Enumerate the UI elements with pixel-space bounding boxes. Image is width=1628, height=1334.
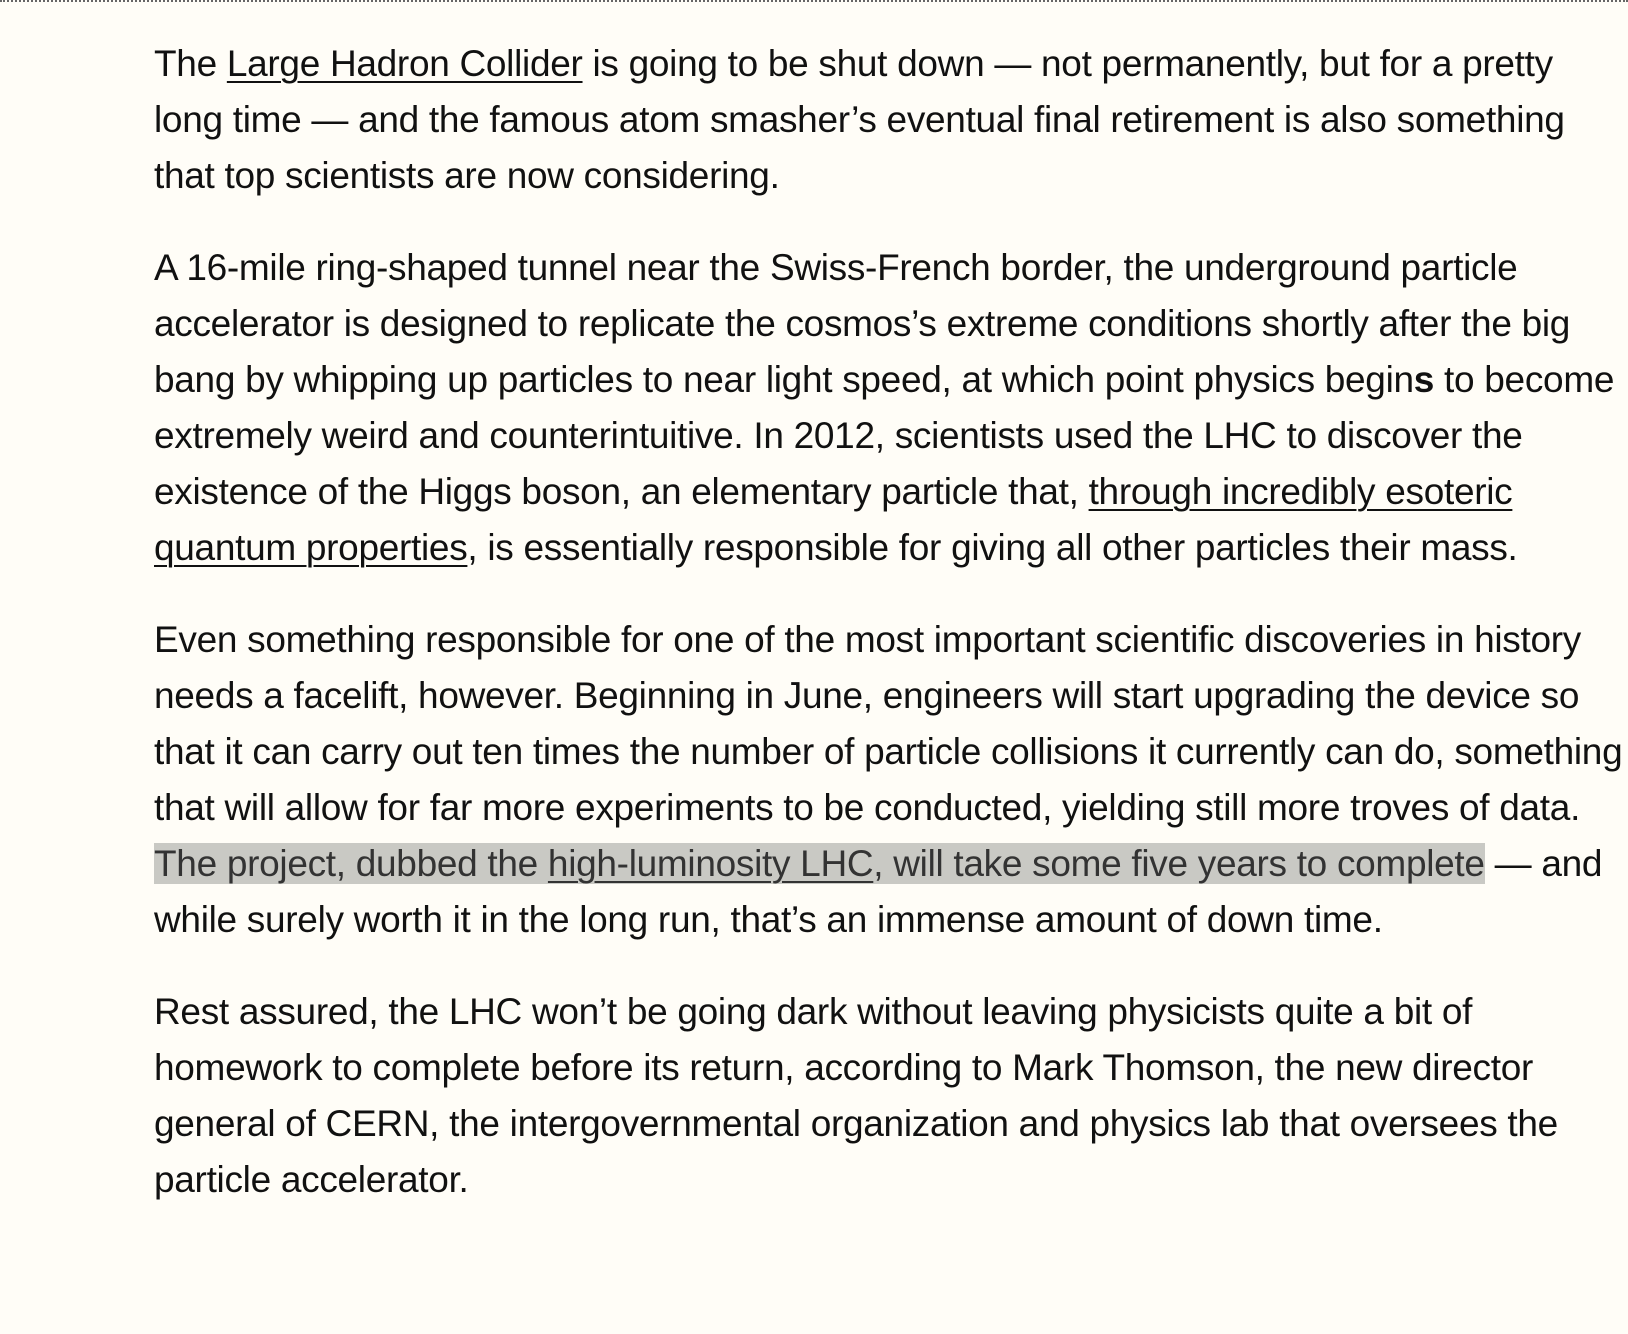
p3-highlight-1: The project, dubbed the: [154, 843, 548, 884]
p2-text-2: to become extremely weird and counterintuitive. In 2012, scientists used the LHC to discover the existence of the Higgs boson, an elementary particle that,: [154, 359, 1615, 512]
quantum-properties-link[interactable]: through incredibly esoteric quantum properties: [154, 471, 1513, 568]
p3-text-2: — and while surely worth it in the long run, that’s an immense amount of down time.: [154, 843, 1603, 940]
p4-text-1: Rest assured, the LHC won’t be going dark without leaving physicists quite a bit of homework to complete before its return, according to Mark Thomson, the new director general of CERN, the intergovernmental organization and physics lab that oversees the particle accelerator.: [154, 991, 1558, 1200]
paragraph-1: [154, 36, 1624, 204]
p1-text-2: is going to be shut down — not permanently, but for a pretty long time — and the famous atom smasher’s eventual final retirement is also something that top scientists are now considering.: [154, 43, 1565, 196]
paragraph-4: [154, 984, 1624, 1208]
p2-text-1: A 16-mile ring-shaped tunnel near the Swiss-French border, the underground particle accelerator is designed to replicate the cosmos’s extreme conditions shortly after the big bang by whipping up particles to near light speed, at which point physics begin: [154, 247, 1571, 400]
p2-text-3: , is essentially responsible for giving all other particles their mass.: [467, 527, 1518, 568]
p2-bold-letter: s: [1413, 359, 1435, 400]
paragraph-2: [154, 240, 1624, 576]
p1-text-1: The: [154, 43, 227, 84]
high-luminosity-lhc-link[interactable]: high-luminosity LHC: [547, 843, 874, 884]
top-dotted-rule: [0, 0, 1628, 2]
p3-text-1: Even something responsible for one of the most important scientific discoveries in history needs a facelift, however. Beginning in June, engineers will start upgrading the device so that it can carry out ten times the number of particle collisions it currently can do, something that will allow for far more experiments to be conducted, yielding still more troves of data.: [154, 619, 1623, 828]
article-body: [154, 36, 1624, 1244]
highlighted-selection: [154, 843, 1485, 884]
paragraph-3: [154, 612, 1624, 948]
large-hadron-collider-link[interactable]: Large Hadron Collider: [226, 43, 583, 84]
p3-highlight-2: , will take some five years to complete: [873, 843, 1485, 884]
